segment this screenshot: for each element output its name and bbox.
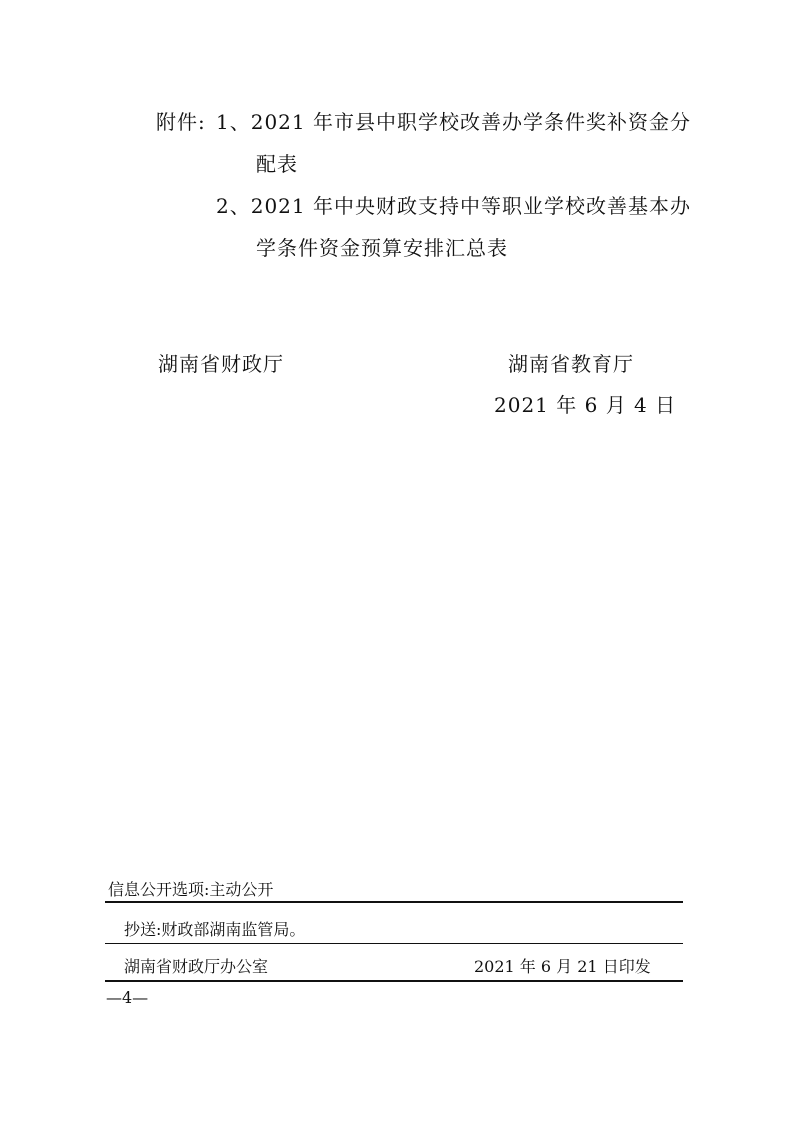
attachment-2-line-1: 2、2021 年中央财政支持中等职业学校改善基本办 <box>216 194 691 218</box>
attachment-2-line-2: 学条件资金预算安排汇总表 <box>256 236 508 260</box>
footer-rule-middle <box>105 943 683 944</box>
footer-rule-top <box>105 901 683 903</box>
page-number: —4— <box>106 988 149 1007</box>
signature-date: 2021 年 6 月 4 日 <box>494 393 677 417</box>
disclosure-option: 信息公开选项:主动公开 <box>108 880 274 899</box>
signature-left: 湖南省财政厅 <box>158 352 284 376</box>
attachments-prefix: 附件: <box>156 110 206 134</box>
cc-line: 抄送:财政部湖南监管局。 <box>124 920 306 939</box>
issuing-office: 湖南省财政厅办公室 <box>124 957 269 976</box>
attachment-1-line-2: 配表 <box>256 152 298 176</box>
signature-right: 湖南省教育厅 <box>508 352 634 376</box>
attachment-1-line-1: 1、2021 年市县中职学校改善办学条件奖补资金分 <box>216 110 691 134</box>
issue-date: 2021 年 6 月 21 日印发 <box>474 957 651 976</box>
footer-rule-bottom <box>105 980 683 982</box>
